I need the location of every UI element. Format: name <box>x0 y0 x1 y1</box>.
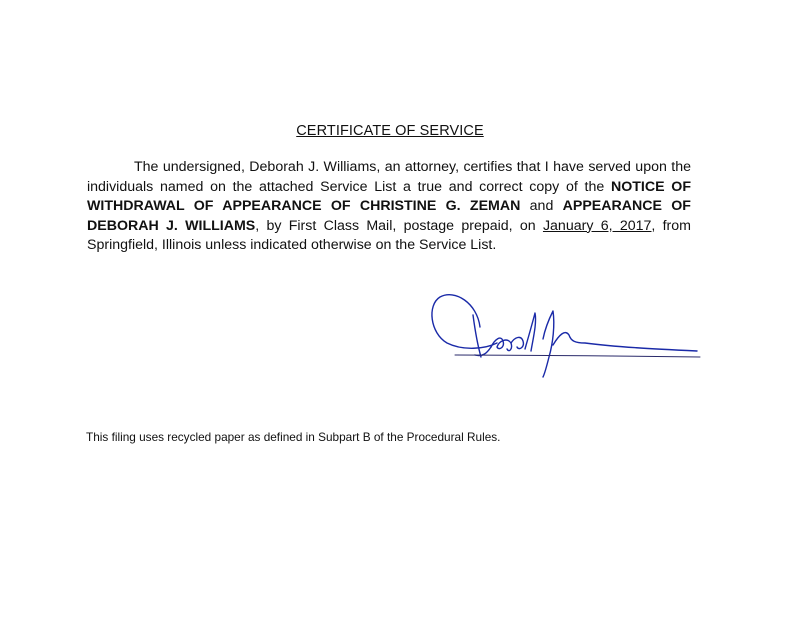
document-title: CERTIFICATE OF SERVICE <box>296 123 484 139</box>
paragraph-text-1: The undersigned, Deborah J. Williams, an attorney, certifies that I have served upon the individuals named on the attached Service List a true and correct copy of the <box>87 159 691 195</box>
certificate-paragraph <box>87 158 691 256</box>
recycled-paper-note: This filing uses recycled paper as defined in Subpart B of the Procedural Rules. <box>86 430 501 444</box>
paragraph-text-2: and <box>520 198 563 214</box>
appearance-title-bold: APPEARANCE OF DEBORAH J. WILLIAMS <box>87 198 691 234</box>
notice-title-bold: NOTICE OF WITHDRAWAL OF APPEARANCE OF CHRISTINE G. ZEMAN <box>87 178 691 214</box>
paragraph-text-4: from Springfield, Illinois unless indicated otherwise on the Service List. <box>87 217 691 253</box>
handwritten-signature-icon <box>425 285 710 380</box>
paragraph-text-3: , by First Class Mail, postage prepaid, on <box>255 217 543 234</box>
service-date: January 6, 2017, <box>542 217 656 234</box>
